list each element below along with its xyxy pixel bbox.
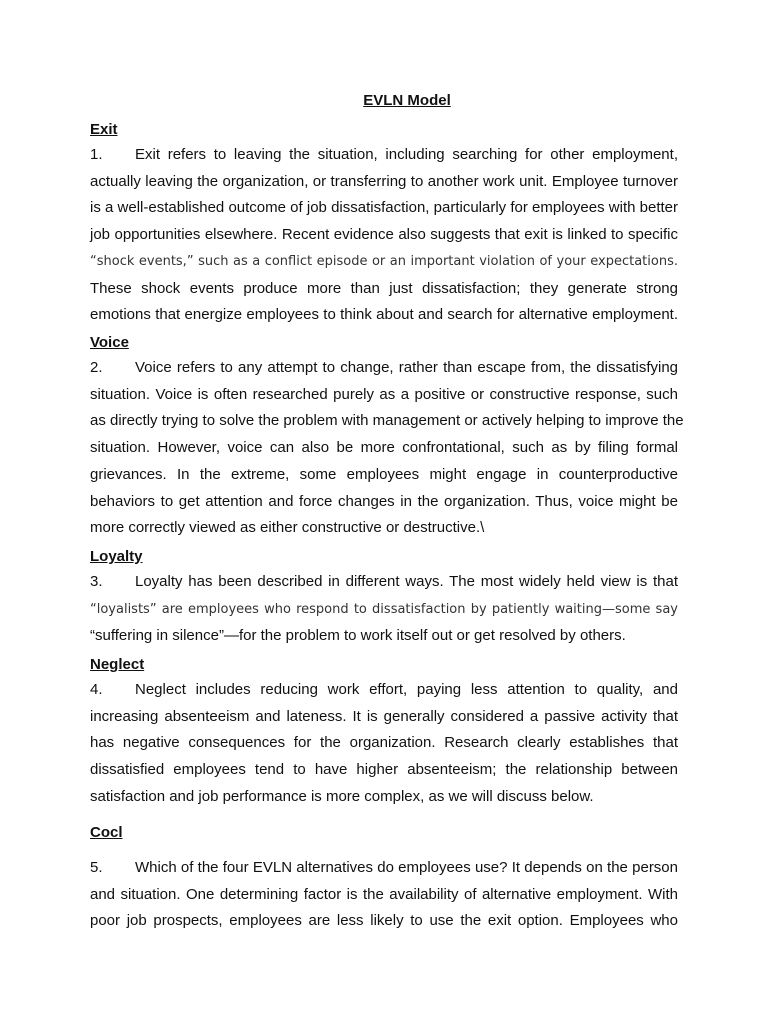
text-line: has negative consequences for the organization. Research clearly establishes that [90,734,678,752]
paragraph-number: 3. [90,573,103,590]
document-title: EVLN Model [363,92,451,109]
section-heading-loyalty: Loyalty [90,548,143,565]
paragraph-number: 1. [90,146,103,163]
section-heading-cocl: Cocl [90,824,123,841]
paragraph-exit [90,142,678,329]
text-line: more correctly viewed as either constructive or destructive.\ [90,519,485,537]
text-line: as directly trying to solve the problem with management or actively helping to improve the [90,412,684,430]
text-line: “loyalists” are employees who respond to dissatisfaction by patiently waiting—some say [90,601,678,617]
paragraph-number: 5. [90,859,103,876]
paragraph-loyalty [90,569,678,650]
text-line: situation. However, voice can also be more confrontational, such as by filing formal [90,439,678,457]
paragraph-number: 2. [90,359,103,376]
text-line: behaviors to get attention and force changes in the organization. Thus, voice might be [90,492,678,510]
text-line: situation. Voice is often researched purely as a positive or constructive response, such [90,385,678,403]
text-line: emotions that energize employees to think about and search for alternative employment. [90,306,678,324]
text-line: 4. Neglect includes reducing work effort, paying less attention to quality, and [90,677,678,704]
text-line: job opportunities elsewhere. Recent evidence also suggests that exit is linked to specific [90,226,678,244]
text-line: increasing absenteeism and lateness. It is generally considered a passive activity that [90,707,678,725]
text-line: poor job prospects, employees are less likely to use the exit option. Employees who [90,912,678,930]
text-line: 1. Exit refers to leaving the situation, including searching for other employment, [90,142,678,169]
text-line: “suffering in silence”—for the problem to work itself out or get resolved by others. [90,627,626,645]
text-line: “shock events,” such as a conflict episode or an important violation of your expectations. [90,253,678,269]
text-line: 2. Voice refers to any attempt to change, rather than escape from, the dissatisfying [90,355,678,382]
section-heading-neglect: Neglect [90,656,145,673]
section-heading-exit: Exit [90,121,118,138]
text-line: grievances. In the extreme, some employees might engage in counterproductive [90,465,678,483]
text-line: These shock events produce more than just dissatisfaction; they generate strong [90,279,678,297]
paragraph-neglect [90,677,678,811]
paragraph-voice [90,355,684,542]
text-line: and situation. One determining factor is the availability of alternative employment. With [90,885,678,903]
text-line: 3. Loyalty has been described in different ways. The most widely held view is that [90,569,678,596]
text-line: satisfaction and job performance is more complex, as we will discuss below. [90,787,594,805]
text-line: 5. Which of the four EVLN alternatives do employees use? It depends on the person [90,855,678,882]
text-line: dissatisfied employees tend to have higher absenteeism; the relationship between [90,761,678,779]
text-line: actually leaving the organization, or transferring to another work unit. Employee turnover [90,172,678,190]
paragraph-number: 4. [90,681,103,698]
text-line: is a well-established outcome of job dissatisfaction, particularly for employees with better [90,199,678,217]
paragraph-cocl [90,855,678,935]
section-heading-voice: Voice [90,334,129,351]
